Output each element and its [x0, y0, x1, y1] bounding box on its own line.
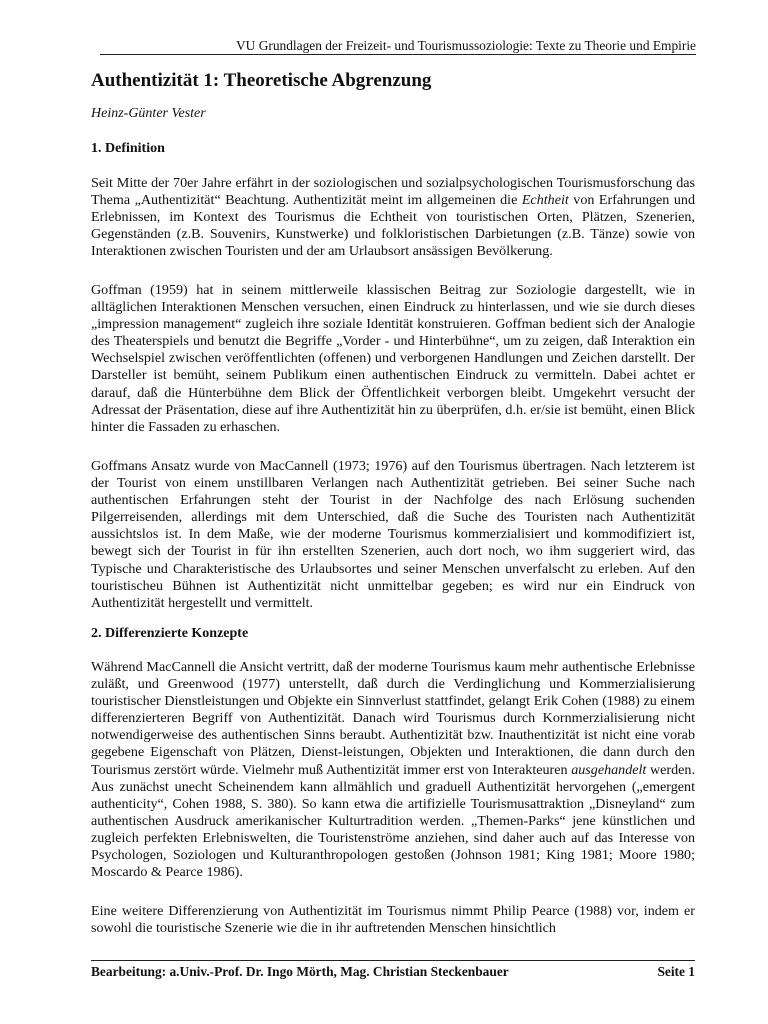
emphasis: Echtheit: [521, 192, 569, 209]
page-number: Seite 1: [657, 964, 695, 979]
author-name: Heinz-Günter Vester: [91, 106, 206, 121]
running-header: VU Grundlagen der Freizeit- und Tourismussoziologie: Texte zu Theorie und Empirie: [100, 38, 696, 55]
page-footer: [91, 960, 695, 980]
paragraph: Seit Mitte der 70er Jahre erfährt in der soziologischen und sozialpsychologischen Tourismusforschung das Thema „Authentizität“ Beachtung. Authentizität meint im allgemeinen die Echtheit von Erfahrungen und Erlebnissen, im Kontext des Tourismus die Echtheit von touristischen Orten, Plätzen, Szenerien, Gegenständen (z.B. Souvenirs, Kunstwerke) und folkloristischen Darbietungen (z.B. Tänze) sowie von Interaktionen zwischen Touristen und der am Urlaubsort ansässigen Bevölkerung.: [91, 175, 695, 260]
paragraph: Während MacCannell die Ansicht vertritt, daß der moderne Tourismus kaum mehr authentische Erlebnisse zuläßt, und Greenwood (1977) unterstellt, daß durch die Verdinglichung und Kommerzialisierung touristischer Dienstleistungen und Objekte ein Sinnverlust stattfindet, gelangt Erik Cohen (1988) zu einem differenzierteren Begriff von Authentizität. Danach wird Tourismus durch Kornmerzialisierung nicht notwendigerweise des authentischen Sinns beraubt. Authentizität bzw. Inauthentizität ist nicht eine vorab gegebene Eigenschaft von Plätzen, Dienst-leistungen, Objekten und Interaktionen, die dann durch den Tourismus zerstört würde. Vielmehr muß Authentizität immer erst von Interakteuren ausgehandelt werden. Aus zunächst unecht Scheinendem kann allmählich und graduell Authentizität hervorgehen („emergent authenticity“, Cohen 1988, S. 380). So kann etwa die artifizielle Tourismusattraktion „Disneyland“ zum authentischen Ausdruck amerikanischer Kulturtradition werden. „Themen-Parks“ jene künstlichen und zugleich perfekten Erlebniswelten, die Touristenströme anziehen, sind daher auch auf das Interesse von Psychologen, Soziologen und Kulturanthropologen gestoßen (Johnson 1981; King 1981; Moore 1980; Moscardo & Pearce 1986).: [91, 659, 695, 881]
paragraph: Goffmans Ansatz wurde von MacCannell (1973; 1976) auf den Tourismus übertragen. Nach letzterem ist der Tourist von einem unstillbaren Verlangen nach Authentizität getrieben. Bei seiner Suche nach authentischen Erfahrungen steht der Tourist in der Nachfolge des nach Erlösung suchenden Pilgerreisenden, allerdings mit dem Unterschied, daß die Suche des Touristen nach Authentizität aussichtslos ist. In dem Maße, wie der moderne Tourismus kommerzialisiert und kommodifiziert ist, bewegt sich der Tourist in für ihn erstellten Szenerien, auch dort noch, wo ihm suggeriert wird, das Typische und Charakteristische des Urlaubsortes und seiner Menschen unverfalscht zu erleben. Auf den touristischeu Bühnen ist Authentizität nicht unmittelbar gegeben; es wird nur ein Eindruck von Authentizität hergestellt und vermittelt.: [91, 458, 695, 611]
paragraph: Eine weitere Differenzierung von Authentizität im Tourismus nimmt Philip Pearce (1988) vor, indem er sowohl die touristische Szenerie wie die in ihr auftretenden Menschen hinsichtlich: [91, 903, 695, 937]
emphasis: ausgehandelt: [571, 761, 647, 778]
section-heading-definition: 1. Definition: [91, 141, 165, 156]
document-title: Authentizität 1: Theoretische Abgrenzung: [91, 70, 432, 91]
paragraph: Goffman (1959) hat in seinem mittlerweile klassischen Beitrag zur Soziologie dargestellt, wie in alltäglichen Interaktionen Menschen versuchen, einen Eindruck zu hinterlassen, und wie sie durch dieses „impression management“ zugleich ihre soziale Identität konstruieren. Goffman bedient sich der Analogie des Theaterspiels und benutzt die Begriffe „Vorder - und Hinterbühne“, um zu zeigen, daß Interaktion ein Wechselspiel zwischen veröffentlichten (offenen) und verborgenen Handlungen und Zeichen darstellt. Der Darsteller ist bemüht, seinem Publikum einen authentischen Eindruck zu vermitteln. Dabei achtet er darauf, daß die Hünterbühne dem Blick der Öffentlichkeit verborgen bleibt. Umgekehrt versucht der Adressat der Präsentation, diese auf ihre Authentizität hin zu überprüfen, d.h. er/sie ist bemüht, einen Blick hinter die Fassaden zu erhaschen.: [91, 282, 695, 435]
footer-editor: Bearbeitung: a.Univ.-Prof. Dr. Ingo Mörth, Mag. Christian Steckenbauer: [91, 964, 509, 979]
section-heading-concepts: 2. Differenzierte Konzepte: [91, 626, 249, 641]
